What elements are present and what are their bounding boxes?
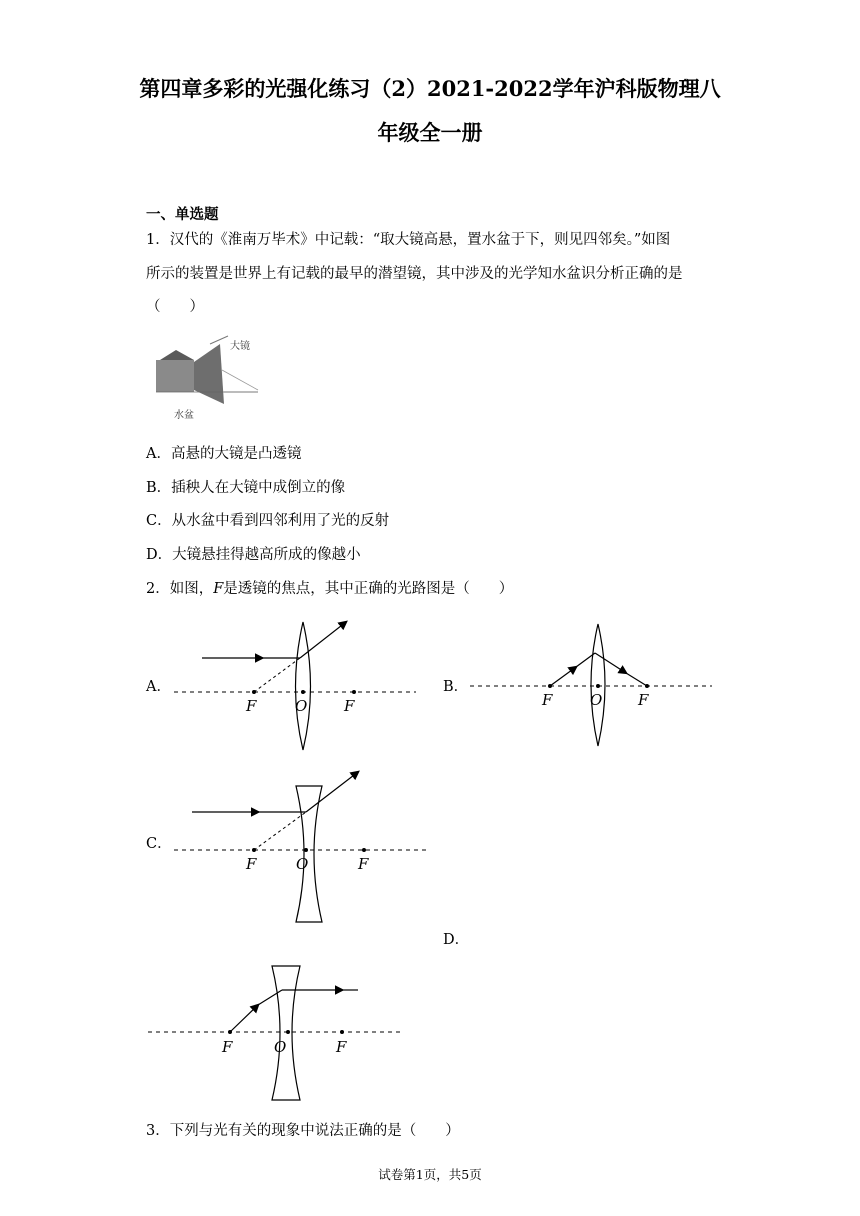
q2-option-d-label: D． (443, 932, 470, 948)
q1-figure-roof (160, 350, 194, 360)
q1-figure-mirror-label: 大镜 (230, 341, 250, 352)
q2a-center (301, 690, 305, 694)
section-heading: 一、单选题 (146, 206, 219, 223)
q2d-center (286, 1030, 290, 1034)
q2-stem-focus: F (213, 581, 224, 597)
q2-stem (146, 578, 513, 600)
q2d-concave-lens (272, 966, 300, 1100)
q1-option-b: B．插秧人在大镜中成倒立的像 (146, 480, 346, 496)
q2c-focus-right-label: F (358, 855, 369, 873)
q3-stem: 3．下列与光有关的现象中说法正确的是（ ） (146, 1123, 460, 1139)
q2-stem-pre: 2．如图， (146, 581, 214, 597)
q2a-convex-lens (296, 622, 311, 750)
q2-diagram-a (170, 612, 420, 757)
q1-figure-house (156, 360, 194, 392)
q2b-incident-ray (550, 667, 576, 686)
q2b-focus-left (548, 684, 552, 688)
q2-option-c-label: C． (146, 836, 172, 852)
q1-periscope-figure (150, 330, 260, 422)
q1-option-a: A．高悬的大镜是凸透镜 (146, 446, 302, 462)
q2-diagram-c (170, 764, 430, 924)
doc-title-line2: 年级全一册 (377, 120, 483, 145)
q2b-focus-left-label: F (542, 691, 553, 709)
q1-stem-line2: 所示的装置是世界上有记载的最早的潜望镜，其中涉及的光学知水盆识分析正确的是 (146, 266, 683, 282)
q2-diagram-d (146, 960, 408, 1106)
q2a-focus-left (252, 690, 256, 694)
q2c-focus-right (362, 848, 366, 852)
q2b-focus-right-label: F (638, 691, 649, 709)
q2b-center-label: O (590, 691, 603, 709)
q1-stem-line3: （ ） (146, 299, 204, 315)
q2c-focus-left (252, 848, 256, 852)
q2d-incident-ray (230, 1005, 258, 1032)
q2d-focus-left-label: F (222, 1038, 233, 1056)
q2-stem-post: 是透镜的焦点，其中正确的光路图是（ ） (223, 581, 514, 597)
q2c-refracted-ray (306, 772, 358, 812)
q1-figure-basin-label: 水盆 (174, 410, 194, 421)
q2d-focus-right-label: F (336, 1038, 347, 1056)
q1-figure-ray1 (210, 336, 228, 344)
q2a-focus-left-label: F (246, 697, 257, 715)
q2-option-a-label: A． (146, 679, 171, 695)
q2a-focus-right-label: F (344, 697, 355, 715)
q2-option-b-label: B． (443, 679, 469, 695)
q1-option-d: D．大镜悬挂得越高所成的像越小 (146, 547, 361, 563)
q2c-dashed-extension (254, 812, 306, 850)
q2b-refracted-ray (595, 653, 626, 673)
q1-figure-shade (194, 344, 224, 404)
q2b-center (596, 684, 600, 688)
q2c-concave-lens (296, 786, 322, 922)
q2a-center-label: O (295, 697, 308, 715)
q2-diagram-b (466, 620, 716, 750)
page-footer: 试卷第1页，共5页 (378, 1167, 482, 1182)
q1-stem-line1: 1．汉代的《淮南万毕术》中记载：“取大镜高悬，置水盆于下，则见四邻矣。”如图 (146, 232, 671, 248)
q1-option-c: C．从水盆中看到四邻利用了光的反射 (146, 513, 390, 529)
q2b-refracted-ray-end (626, 673, 647, 686)
q2c-center-label: O (296, 855, 309, 873)
q2a-dashed-extension (254, 658, 300, 692)
q2c-center (304, 848, 308, 852)
q2a-focus-right (352, 690, 356, 694)
q2d-focus-right (340, 1030, 344, 1034)
doc-title-line1: 第四章多彩的光强化练习（2）2021-2022学年沪科版物理八 (139, 76, 721, 101)
q2d-center-label: O (274, 1038, 287, 1056)
q2d-focus-left (228, 1030, 232, 1034)
q2b-focus-right (645, 684, 649, 688)
q2c-focus-left-label: F (246, 855, 257, 873)
q1-figure-ray2 (222, 370, 258, 390)
